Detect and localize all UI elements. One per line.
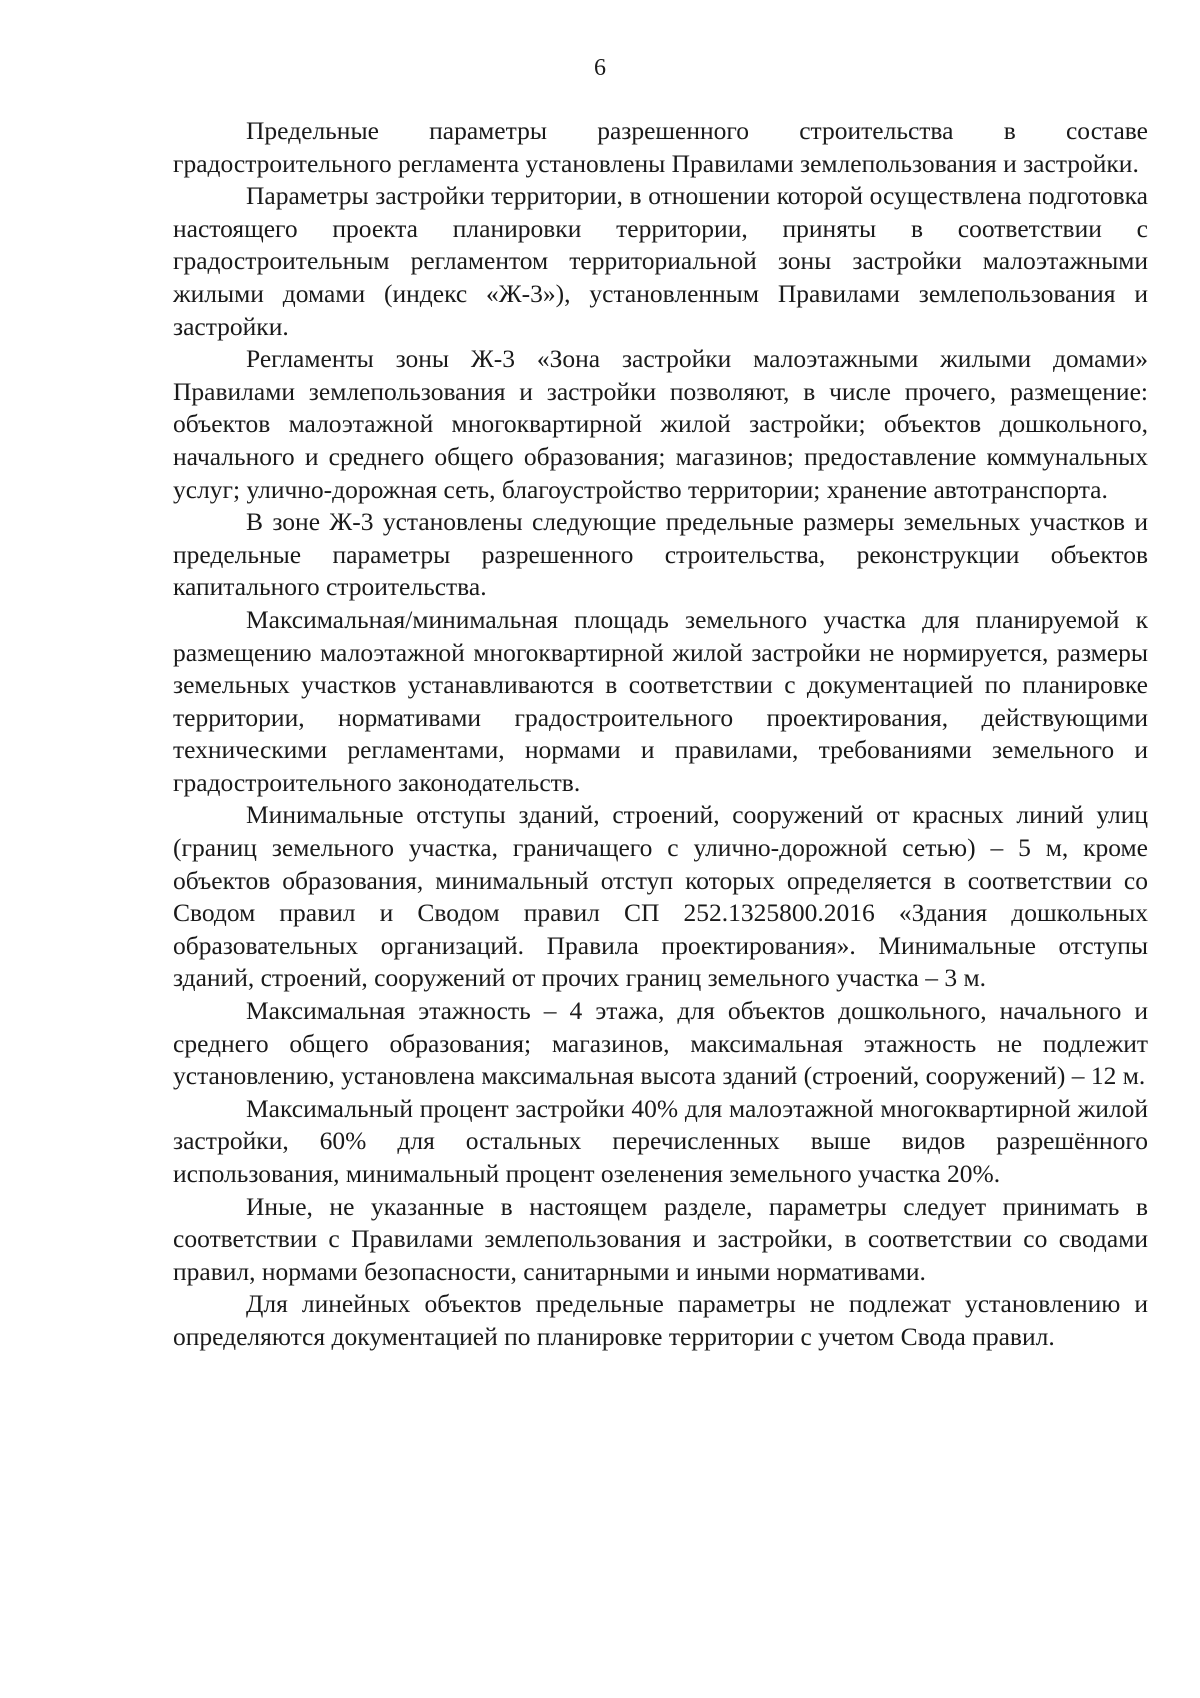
paragraph-setbacks: Минимальные отступы зданий, строений, сооружений от красных линий улиц (границ земельного участка, граничащего с улично-дорожной сетью) – 5 м, кроме объектов образования, минимальный отступ которых определяется в соответствии со Сводом правил и Сводом правил СП 252.1325800.2016 «Здания дошкольных образовательных организаций. Правила проектирования». Минимальные отступы зданий, строений, сооружений от прочих границ земельного участка – 3 м. [173, 800, 1148, 993]
document-body [173, 115, 1148, 1354]
paragraph-storeys: Максимальная этажность – 4 этажа, для объектов дошкольного, начального и среднего общего образования; магазинов, максимальная этажность не подлежит установлению, установлена максимальная высота зданий (строений, сооружений) – 12 м. [173, 996, 1148, 1091]
paragraph-development-parameters: Параметры застройки территории, в отношении которой осуществлена подготовка настоящего проекта планировки территории, приняты в соответствии с градостроительным регламентом территориальной зоны застройки малоэтажными жилыми домами (индекс «Ж-3»), установленным Правилами землепользования и застройки. [173, 181, 1148, 341]
paragraph-coverage-percent: Максимальный процент застройки 40% для малоэтажной многоквартирной жилой застройки, 60% для остальных перечисленных выше видов разрешённого использования, минимальный процент озеленения земельного участка 20%. [173, 1093, 1148, 1188]
page-number: 6 [594, 55, 606, 81]
paragraph-linear-objects: Для линейных объектов предельные параметры не подлежат установлению и определяются документацией по планировке территории с учетом Свода правил. [173, 1289, 1148, 1351]
paragraph-plot-limits-intro: В зоне Ж-3 установлены следующие предельные размеры земельных участков и предельные параметры разрешенного строительства, реконструкции объектов капитального строительства. [173, 507, 1148, 602]
paragraph-other-parameters: Иные, не указанные в настоящем разделе, параметры следует принимать в соответствии с Правилами землепользования и застройки, в соответствии со сводами правил, нормами безопасности, санитарными и иными нормативами. [173, 1191, 1148, 1286]
paragraph-zone-regulations: Регламенты зоны Ж-3 «Зона застройки малоэтажными жилыми домами» Правилами землепользования и застройки позволяют, в числе прочего, размещение: объектов малоэтажной многоквартирной жилой застройки; объектов дошкольного, начального и среднего общего образования; магазинов; предоставление коммунальных услуг; улично-дорожная сеть, благоустройство территории; хранение автотранспорта. [173, 344, 1148, 504]
paragraph-plot-area: Максимальная/минимальная площадь земельного участка для планируемой к размещению малоэтажной многоквартирной жилой застройки не нормируется, размеры земельных участков устанавливаются в соответствии с документацией по планировке территории, нормативами градостроительного проектирования, действующими техническими регламентами, нормами и правилами, требованиями земельного и градостроительного законодательств. [173, 604, 1148, 797]
paragraph-zoning-reference: Предельные параметры разрешенного строительства в составе градостроительного регламента установлены Правилами землепользования и застройки. [173, 116, 1148, 178]
